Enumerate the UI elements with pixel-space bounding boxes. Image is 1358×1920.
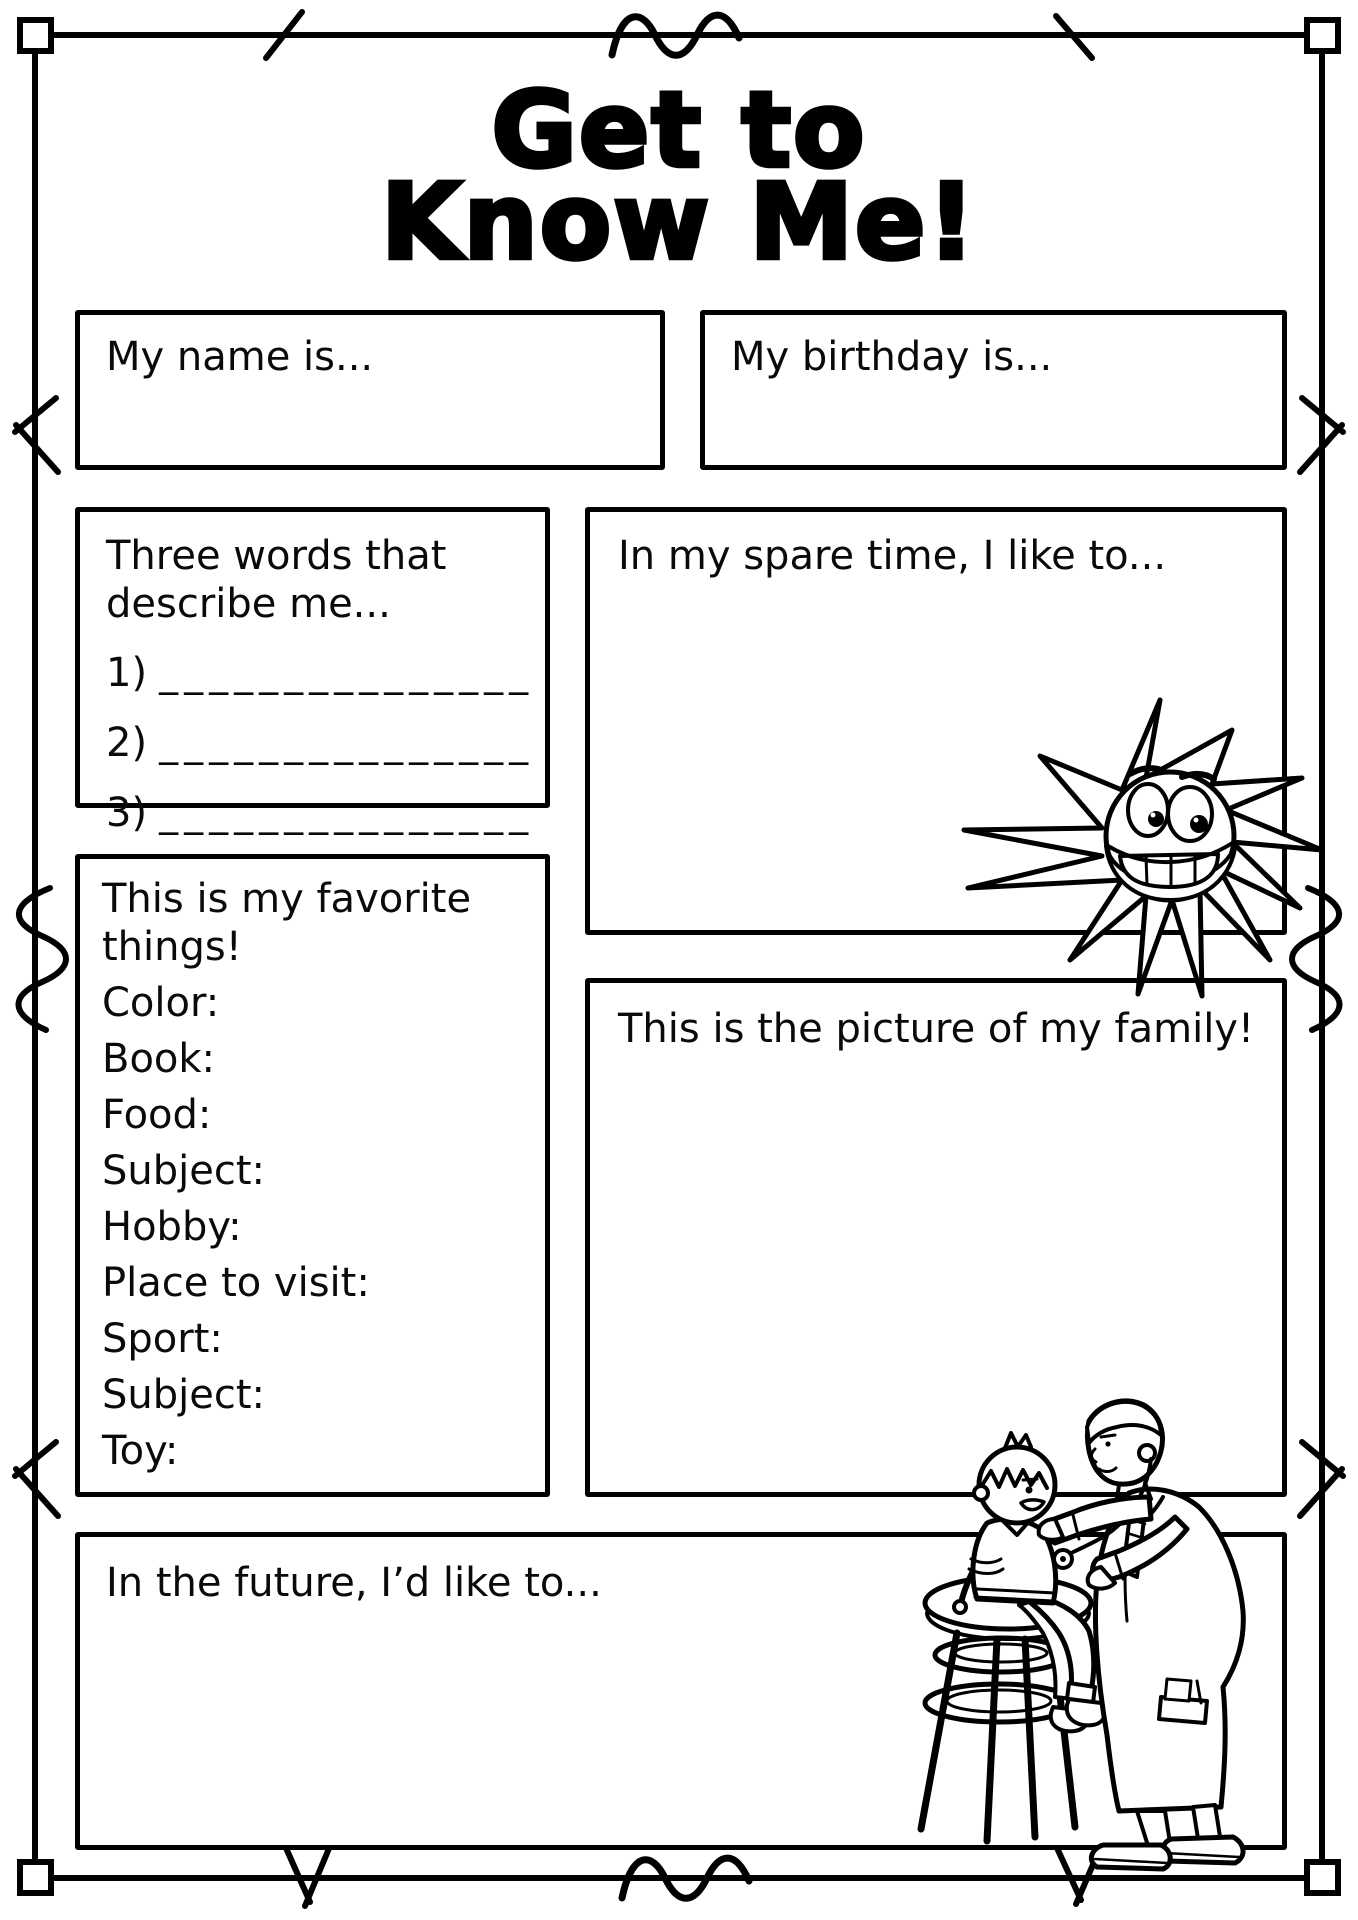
favorite-field-label: Book: bbox=[102, 1036, 216, 1082]
coil-squiggle-icon bbox=[18, 888, 66, 1030]
sun-illustration bbox=[950, 660, 1330, 1000]
birthday-box bbox=[700, 310, 1287, 470]
future-label: In the future, I’d like to... bbox=[106, 1560, 602, 1606]
name-box-label: My name is... bbox=[106, 334, 374, 380]
doctor-child-illustration bbox=[905, 1393, 1250, 1873]
three-words-box bbox=[75, 507, 550, 836]
item-number: 2) bbox=[106, 720, 148, 766]
three-words-row bbox=[106, 790, 535, 838]
name-box bbox=[75, 310, 665, 470]
three-words-list bbox=[106, 650, 535, 838]
title-line-1: Get to bbox=[491, 69, 867, 191]
item-number: 3) bbox=[106, 790, 148, 836]
favorites-label: This is my favorite things! bbox=[102, 876, 472, 970]
answer-blank-line: _______________ bbox=[159, 791, 535, 835]
sun-eye bbox=[1128, 784, 1168, 836]
worksheet-title bbox=[0, 69, 1358, 283]
favorites-box bbox=[75, 854, 550, 1497]
title-line-2: Know Me! bbox=[381, 161, 977, 283]
favorites-list bbox=[102, 979, 523, 1475]
favorite-field-label: Subject: bbox=[102, 1372, 266, 1418]
favorite-field-label: Hobby: bbox=[102, 1204, 242, 1250]
birthday-box-label: My birthday is... bbox=[731, 334, 1053, 380]
sun-eye bbox=[1168, 787, 1212, 841]
favorite-field-label: Subject: bbox=[102, 1148, 266, 1194]
corner-square-icon bbox=[1307, 1862, 1338, 1893]
corner-square-icon bbox=[20, 20, 51, 51]
answer-blank-line: _______________ bbox=[159, 721, 535, 765]
three-words-row bbox=[106, 650, 535, 698]
three-words-row bbox=[106, 720, 535, 768]
favorite-field-label: Food: bbox=[102, 1092, 212, 1138]
spare-time-label: In my spare time, I like to... bbox=[618, 533, 1167, 579]
answer-blank-line: _______________ bbox=[159, 651, 535, 695]
sun-pupil bbox=[1190, 815, 1208, 833]
three-words-label: Three words that describe me... bbox=[106, 533, 447, 627]
favorite-field-label: Color: bbox=[102, 980, 220, 1026]
corner-square-icon bbox=[20, 1862, 51, 1893]
favorite-field-label: Place to visit: bbox=[102, 1260, 370, 1306]
corner-square-icon bbox=[1307, 20, 1338, 51]
favorite-field-label: Toy: bbox=[102, 1428, 179, 1474]
favorite-field-label: Sport: bbox=[102, 1316, 223, 1362]
item-number: 1) bbox=[106, 650, 148, 696]
sun-pupil bbox=[1148, 811, 1164, 827]
family-picture-label: This is the picture of my family! bbox=[618, 1006, 1255, 1052]
